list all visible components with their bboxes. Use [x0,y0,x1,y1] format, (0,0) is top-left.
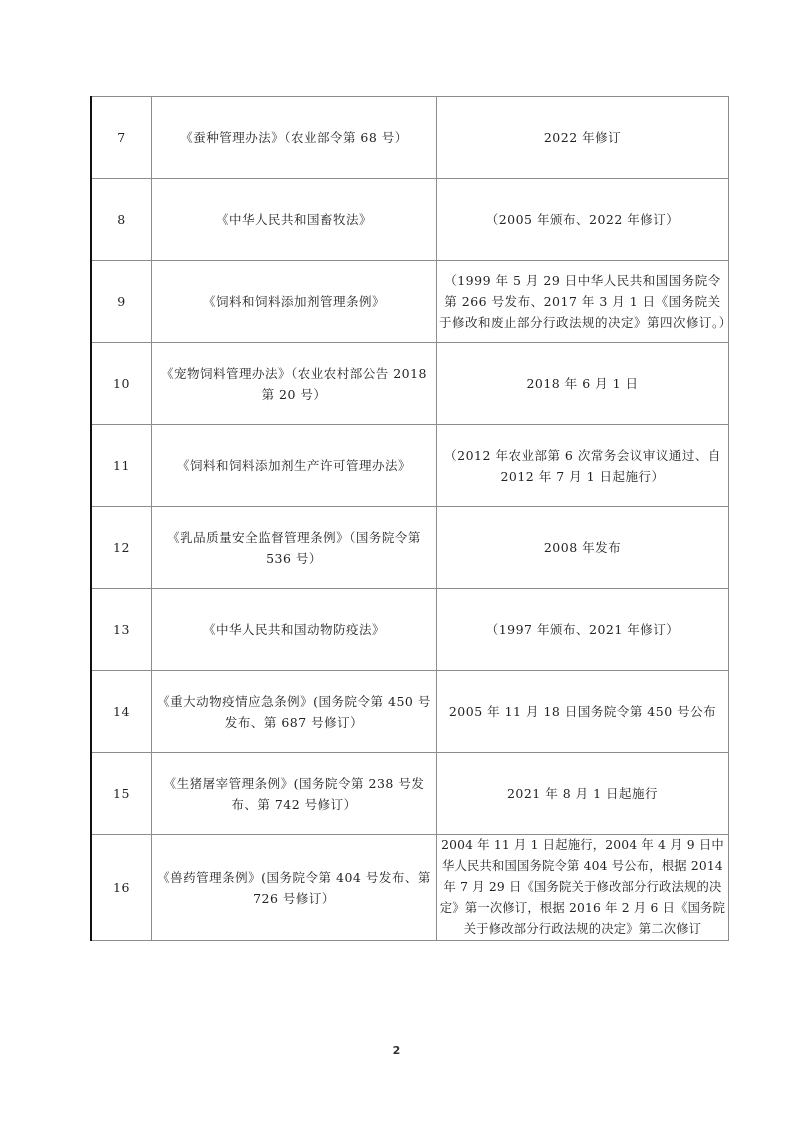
row-number: 13 [91,589,152,671]
regulation-date: 2004 年 11 月 1 日起施行，2004 年 4 月 9 日中华人民共和国国务院令第 404 号公布，根据 2014 年 7 月 29 日《国务院关于修改部分行政法规的决定》第一次修订，根据 2016 年 2 月 6 日《国务院关于修改部分行政法规的决定》第二次修订 [437,835,729,941]
regulation-date: 2018 年 6 月 1 日 [437,343,729,425]
table-row [91,343,729,425]
table-row [91,179,729,261]
regulation-name: 《中华人民共和国动物防疫法》 [152,589,437,671]
table-row [91,753,729,835]
regulation-date: 2008 年发布 [437,507,729,589]
table-row [91,425,729,507]
row-number: 12 [91,507,152,589]
regulation-name: 《重大动物疫情应急条例》(国务院令第 450 号发布、第 687 号修订） [152,671,437,753]
regulation-name: 《宠物饲料管理办法》（农业农村部公告 2018 第 20 号） [152,343,437,425]
row-number: 9 [91,261,152,343]
table-row [91,261,729,343]
regulation-date: （2005 年颁布、2022 年修订） [437,179,729,261]
page-number: 2 [392,1044,401,1057]
row-number: 8 [91,179,152,261]
regulation-date: （2012 年农业部第 6 次常务会议审议通过、自 2012 年 7 月 1 日起施行） [437,425,729,507]
table-row [91,589,729,671]
regulation-name: 《饲料和饲料添加剂生产许可管理办法》 [152,425,437,507]
regulation-name: 《蚕种管理办法》（农业部令第 68 号） [152,97,437,179]
regulation-name: 《中华人民共和国畜牧法》 [152,179,437,261]
row-number: 15 [91,753,152,835]
row-number: 7 [91,97,152,179]
regulation-date: （1999 年 5 月 29 日中华人民共和国国务院令第 266 号发布、2017 年 3 月 1 日《国务院关于修改和废止部分行政法规的决定》第四次修订。） [437,261,729,343]
table-row [91,671,729,753]
regulation-name: 《生猪屠宰管理条例》(国务院令第 238 号发布、第 742 号修订） [152,753,437,835]
row-number: 14 [91,671,152,753]
regulation-name: 《乳品质量安全监督管理条例》（国务院令第 536 号） [152,507,437,589]
table-row [91,97,729,179]
regulation-name: 《兽药管理条例》(国务院令第 404 号发布、第 726 号修订） [152,835,437,941]
row-number: 10 [91,343,152,425]
regulation-date: 2005 年 11 月 18 日国务院令第 450 号公布 [437,671,729,753]
row-number: 16 [91,835,152,941]
regulation-date: 2021 年 8 月 1 日起施行 [437,753,729,835]
regulation-name: 《饲料和饲料添加剂管理条例》 [152,261,437,343]
regulation-date: （1997 年颁布、2021 年修订） [437,589,729,671]
regulation-date: 2022 年修订 [437,97,729,179]
regulations-table [90,96,732,941]
table-row [91,835,729,941]
table-row [91,507,729,589]
row-number: 11 [91,425,152,507]
